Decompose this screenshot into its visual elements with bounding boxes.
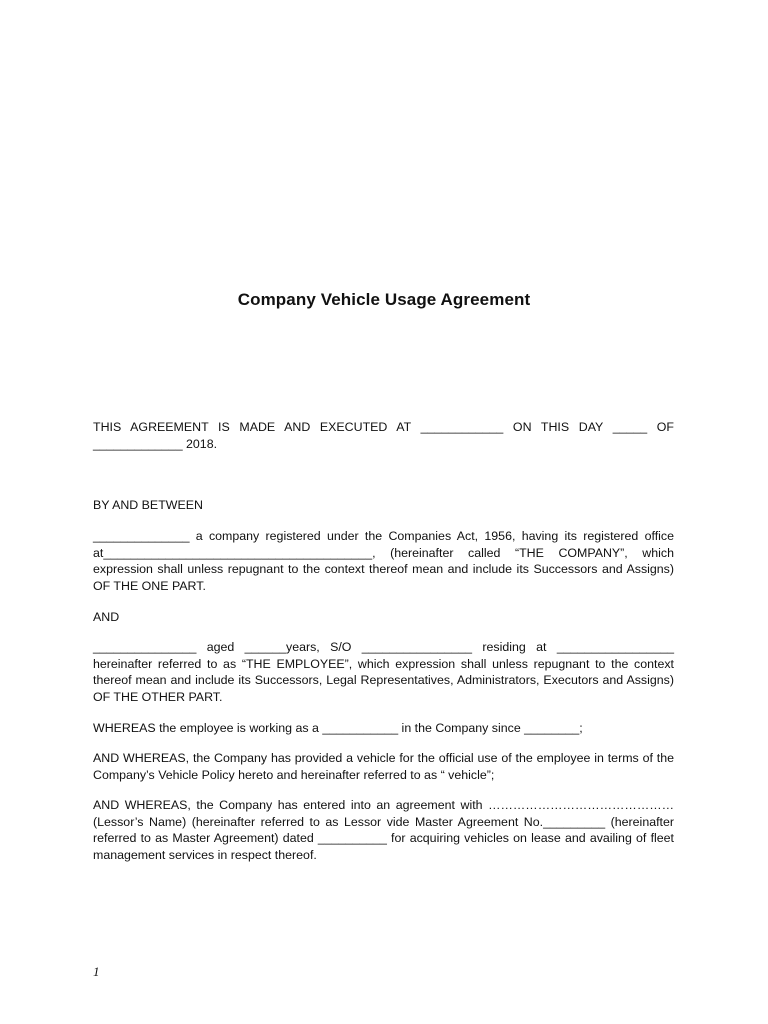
agreement-paragraph: THIS AGREEMENT IS MADE AND EXECUTED AT ____________ ON THIS DAY _____ OF _____________ 2018. bbox=[93, 420, 674, 451]
document-title: Company Vehicle Usage Agreement bbox=[237, 290, 531, 309]
company-party-paragraph: ______________ a company registered under the Companies Act, 1956, having its registered office at_______________________________________, (hereinafter called “THE COMPANY”, which expression shall unless repugnant to the context thereof mean and include its Successors and Assigns) OF THE ONE PART. bbox=[93, 529, 674, 593]
whereas-vehicle-paragraph: AND WHEREAS, the Company has provided a vehicle for the official use of the employee in terms of the Company’s Vehicle Policy hereto and hereinafter referred to as “ vehicle”; bbox=[93, 751, 674, 782]
by-and-between-heading: BY AND BETWEEN bbox=[93, 498, 203, 512]
whereas-employee-paragraph: WHEREAS the employee is working as a ___________ in the Company since ________; bbox=[93, 721, 583, 735]
and-separator: AND bbox=[93, 610, 120, 624]
whereas-lessor-paragraph: AND WHEREAS, the Company has entered into an agreement with ……………………………………… (Lessor’s Name) (hereinafter referred to as Lessor vide Master Agreement No._________ (hereinafter referred to as Master Agreement) dated __________ for acquiring vehicles on lease and availing of fleet management services in respect thereof. bbox=[93, 798, 674, 862]
employee-party-paragraph: _______________ aged ______years, S/O ________________ residing at _________________ hereinafter referred to as “THE EMPLOYEE”, which expression shall unless repugnant to the context thereof mean and include its Successors, Legal Representatives, Administrators, Executors and Assigns) OF THE OTHER PART. bbox=[93, 640, 674, 704]
page-number: 1 bbox=[93, 964, 100, 979]
